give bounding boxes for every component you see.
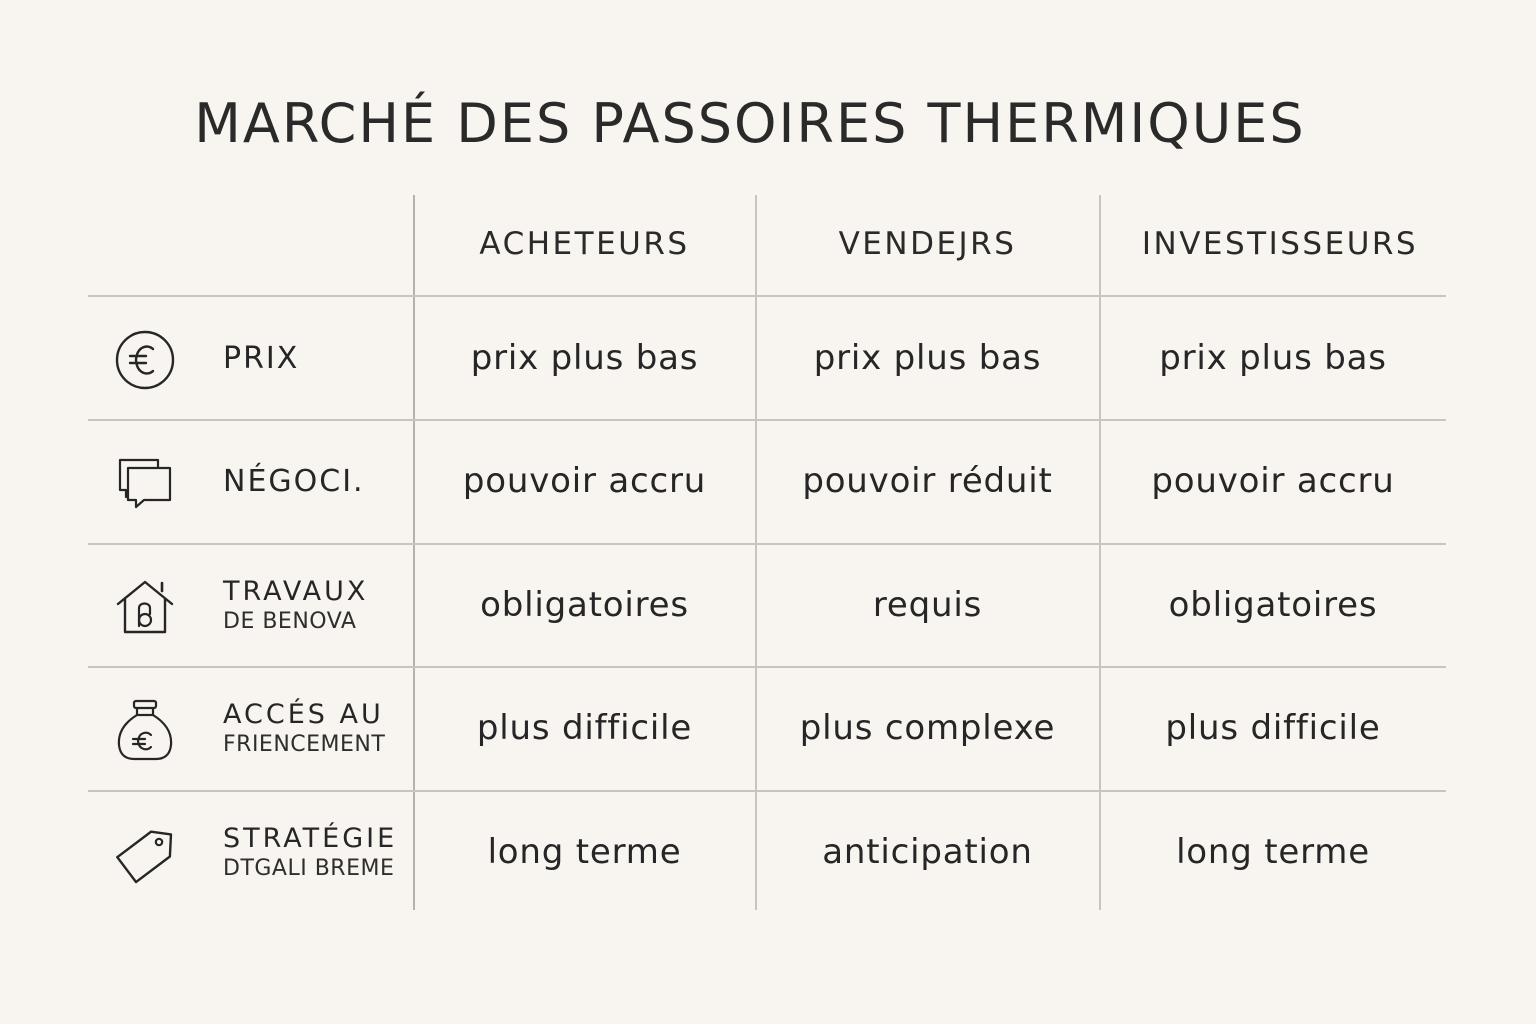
column-header-sellers: VENDEJRS (838, 226, 1017, 262)
table-cell: pouvoir accru (462, 461, 707, 501)
table-cell: prix plus bas (470, 338, 699, 378)
comparison-table (88, 195, 1446, 910)
table-cell: pouvoir accru (1151, 461, 1395, 501)
table-row-works (88, 544, 1446, 667)
row-label-main: PRIX (223, 340, 300, 376)
row-label (223, 667, 413, 790)
table-cell: long terme (1176, 832, 1370, 872)
table-row-financing (88, 667, 1446, 790)
table-cell: pouvoir réduit (802, 461, 1053, 501)
table-row-negotiation (88, 420, 1446, 543)
row-label (223, 297, 413, 420)
euro-coin-icon (112, 327, 178, 393)
chat-bubbles-icon (112, 450, 178, 516)
row-label (223, 791, 413, 914)
house-renovation-icon (112, 574, 178, 640)
table-row-price (88, 297, 1446, 420)
table-cell: obligatoires (480, 585, 689, 625)
row-label (223, 420, 413, 543)
row-label-main: NÉGOCI. (223, 463, 365, 499)
table-cell: prix plus bas (1159, 338, 1387, 378)
price-tag-icon (112, 821, 178, 887)
table-row-strategy (88, 791, 1446, 914)
page-title: MARCHÉ DES PASSOIRES THERMIQUES (194, 92, 1306, 155)
table-cell: plus complexe (799, 708, 1056, 748)
row-label-sub: FRIENCEMENT (223, 731, 386, 757)
row-label-sub: DE BENOVA (223, 608, 357, 634)
row-label-sub: DTGALI BREME (223, 855, 395, 881)
table-cell: plus difficile (1165, 708, 1381, 748)
column-header-investors: INVESTISSEURS (1141, 226, 1419, 262)
table-cell: obligatoires (1168, 585, 1378, 625)
table-cell: prix plus bas (813, 338, 1042, 378)
row-label-main: STRATÉGIE (223, 822, 398, 854)
table-cell: requis (872, 585, 983, 625)
table-cell: long terme (487, 832, 682, 872)
column-header-buyers: ACHETEURS (479, 226, 690, 262)
table-cell: plus difficile (476, 708, 693, 748)
row-label-main: ACCÉS AU (223, 698, 384, 730)
row-label-main: TRAVAUX (223, 575, 369, 607)
money-bag-icon (112, 697, 178, 763)
table-cell: anticipation (822, 832, 1033, 872)
row-label (223, 544, 413, 667)
